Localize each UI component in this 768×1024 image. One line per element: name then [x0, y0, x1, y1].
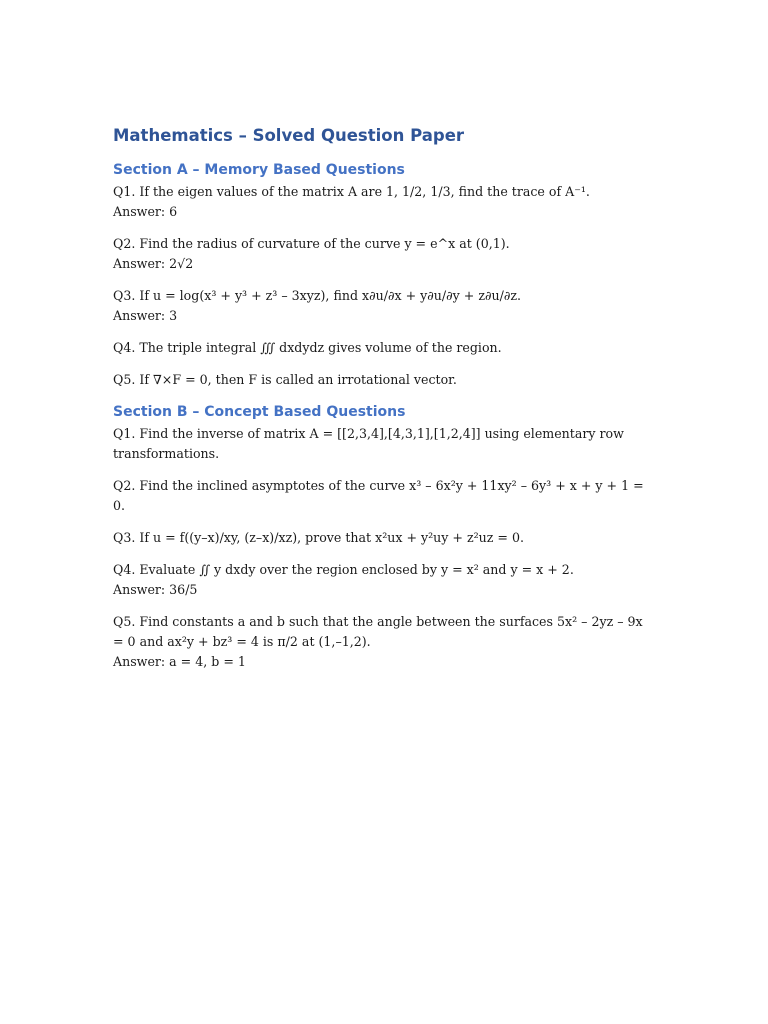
question-item: [113, 338, 653, 358]
question-item: [113, 286, 653, 326]
question-item: [113, 612, 653, 672]
question-text: Q2. Find the inclined asymptotes of the curve x³ – 6x²y + 11xy² – 6y³ + x + y + 1 = 0.: [113, 478, 644, 513]
answer-text: Answer: a = 4, b = 1: [113, 654, 246, 669]
page-title: Mathematics – Solved Question Paper: [113, 126, 465, 145]
section-a: [113, 160, 653, 390]
section-b: [113, 402, 653, 672]
question-item: [113, 182, 653, 222]
question-item: [113, 476, 653, 516]
answer-text: Answer: 3: [113, 308, 178, 323]
question-item: [113, 370, 653, 390]
question-text: Q3. If u = log(x³ + y³ + z³ – 3xyz), find x∂u/∂x + y∂u/∂y + z∂u/∂z.: [113, 288, 521, 303]
section-heading: Section B – Concept Based Questions: [113, 404, 406, 420]
question-paper: [113, 124, 653, 684]
question-item: [113, 528, 653, 548]
question-text: Q4. The triple integral ∭ dxdydz gives volume of the region.: [113, 340, 502, 355]
question-text: Q5. If ∇×F = 0, then F is called an irrotational vector.: [113, 372, 457, 387]
question-item: [113, 424, 653, 464]
question-text: Q1. If the eigen values of the matrix A are 1, 1/2, 1/3, find the trace of A⁻¹.: [113, 184, 590, 199]
answer-text: Answer: 6: [113, 204, 178, 219]
question-text: Q3. If u = f((y–x)/xy, (z–x)/xz), prove that x²ux + y²uy + z²uz = 0.: [113, 530, 524, 545]
question-text: Q1. Find the inverse of matrix A = [[2,3,4],[4,3,1],[1,2,4]] using elementary row transformations.: [113, 426, 624, 461]
question-item: [113, 234, 653, 274]
question-item: [113, 560, 653, 600]
question-text: Q2. Find the radius of curvature of the curve y = e^x at (0,1).: [113, 236, 510, 251]
question-text: Q5. Find constants a and b such that the angle between the surfaces 5x² – 2yz – 9x = 0 and ax²y + bz³ = 4 is π/2 at (1,–1,2).: [113, 614, 643, 649]
question-text: Q4. Evaluate ∬ y dxdy over the region enclosed by y = x² and y = x + 2.: [113, 562, 574, 577]
answer-text: Answer: 36/5: [113, 582, 198, 597]
section-heading: Section A – Memory Based Questions: [113, 162, 405, 178]
answer-text: Answer: 2√2: [113, 256, 194, 271]
